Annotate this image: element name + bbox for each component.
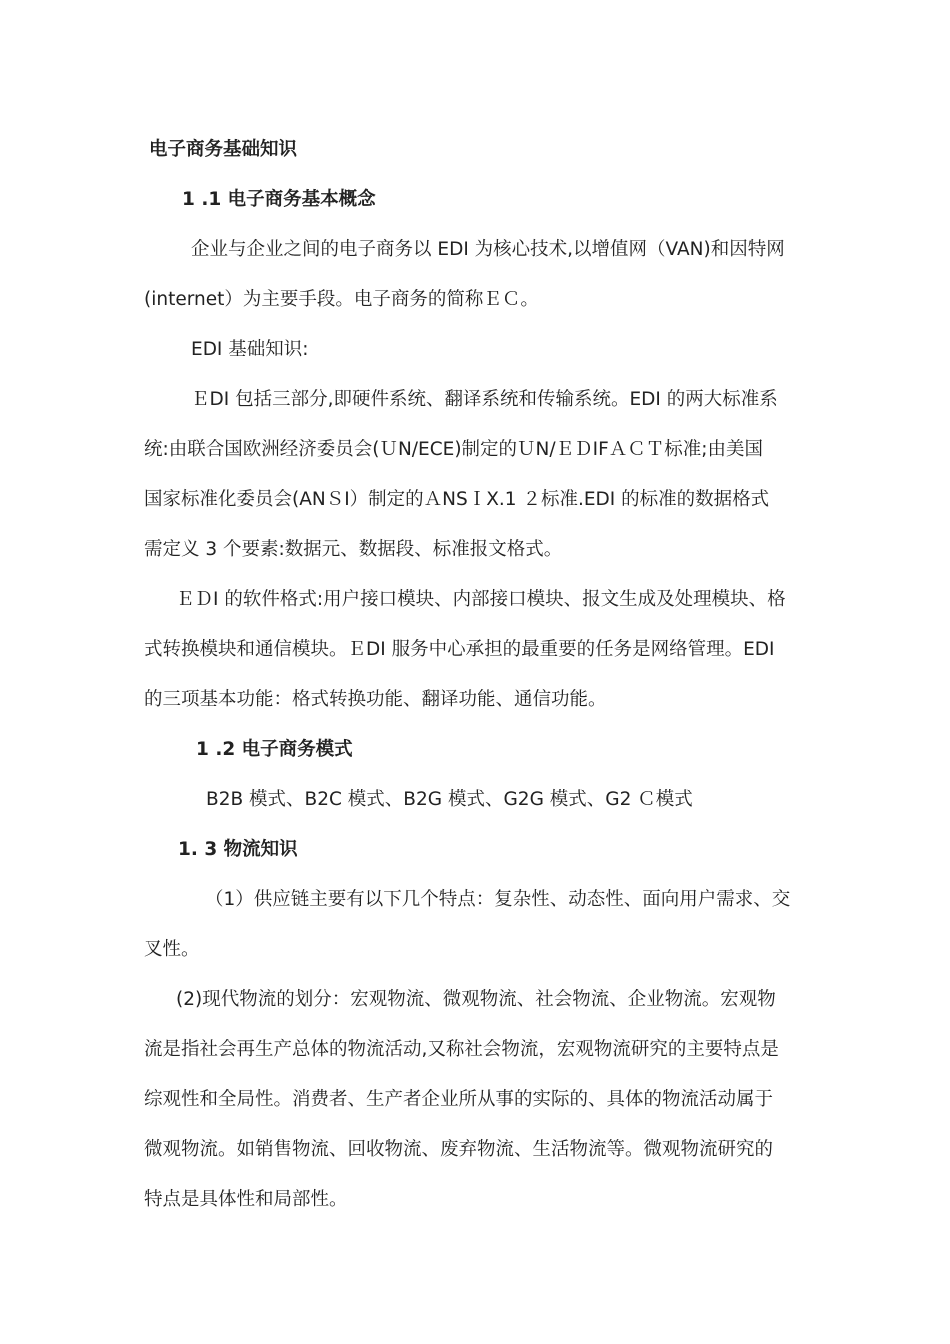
paragraph-line: 叉性。 bbox=[144, 939, 200, 960]
paragraph-line: ＥDI 包括三部分,即硬件系统、翻译系统和传输系统。EDI 的两大标准系 bbox=[191, 389, 778, 410]
paragraph-line: ＥＤI 的软件格式:用户接口模块、内部接口模块、报文生成及处理模块、格 bbox=[176, 589, 786, 610]
section-heading-1-2: 1 .2 电子商务模式 bbox=[196, 739, 353, 760]
paragraph-line: 综观性和全局性。消费者、生产者企业所从事的实际的、具体的物流活动属于 bbox=[144, 1089, 774, 1110]
document-title: 电子商务基础知识 bbox=[149, 139, 298, 160]
paragraph-line: 统:由联合国欧洲经济委员会(ＵN/ECE)制定的ＵN/ＥＤIFＡＣＴ标准;由美国 bbox=[144, 439, 763, 460]
paragraph-line: 的三项基本功能：格式转换功能、翻译功能、通信功能。 bbox=[144, 689, 607, 710]
section-heading-1-3: 1. 3 物流知识 bbox=[178, 839, 298, 860]
paragraph-line: 流是指社会再生产总体的物流活动,又称社会物流，宏观物流研究的主要特点是 bbox=[144, 1039, 779, 1060]
paragraph-line: (2)现代物流的划分：宏观物流、微观物流、社会物流、企业物流。宏观物 bbox=[176, 989, 776, 1010]
paragraph-line: 微观物流。如销售物流、回收物流、废弃物流、生活物流等。微观物流研究的 bbox=[144, 1139, 774, 1160]
paragraph-line: 企业与企业之间的电子商务以 EDI 为核心技术,以增值网（VAN)和因特网 bbox=[191, 239, 785, 260]
paragraph-line: 特点是具体性和局部性。 bbox=[144, 1189, 348, 1210]
paragraph-line: 式转换模块和通信模块。ＥDI 服务中心承担的最重要的任务是网络管理。EDI bbox=[144, 639, 775, 660]
paragraph-line: (internet）为主要手段。电子商务的简称ＥＣ。 bbox=[144, 289, 539, 310]
paragraph-line: （1）供应链主要有以下几个特点：复杂性、动态性、面向用户需求、交 bbox=[205, 889, 791, 910]
paragraph-line: EDI 基础知识: bbox=[191, 339, 309, 360]
paragraph-line: 国家标准化委员会(ANＳI）制定的ＡNSＩX.1 ２标准.EDI 的标准的数据格式 bbox=[144, 489, 770, 510]
paragraph-line: 需定义 3 个要素:数据元、数据段、标准报文格式。 bbox=[144, 539, 563, 560]
paragraph-line: B2B 模式、B2C 模式、B2G 模式、G2G 模式、G2 Ｃ模式 bbox=[206, 789, 693, 810]
section-heading-1-1: 1 .1 电子商务基本概念 bbox=[182, 189, 376, 210]
